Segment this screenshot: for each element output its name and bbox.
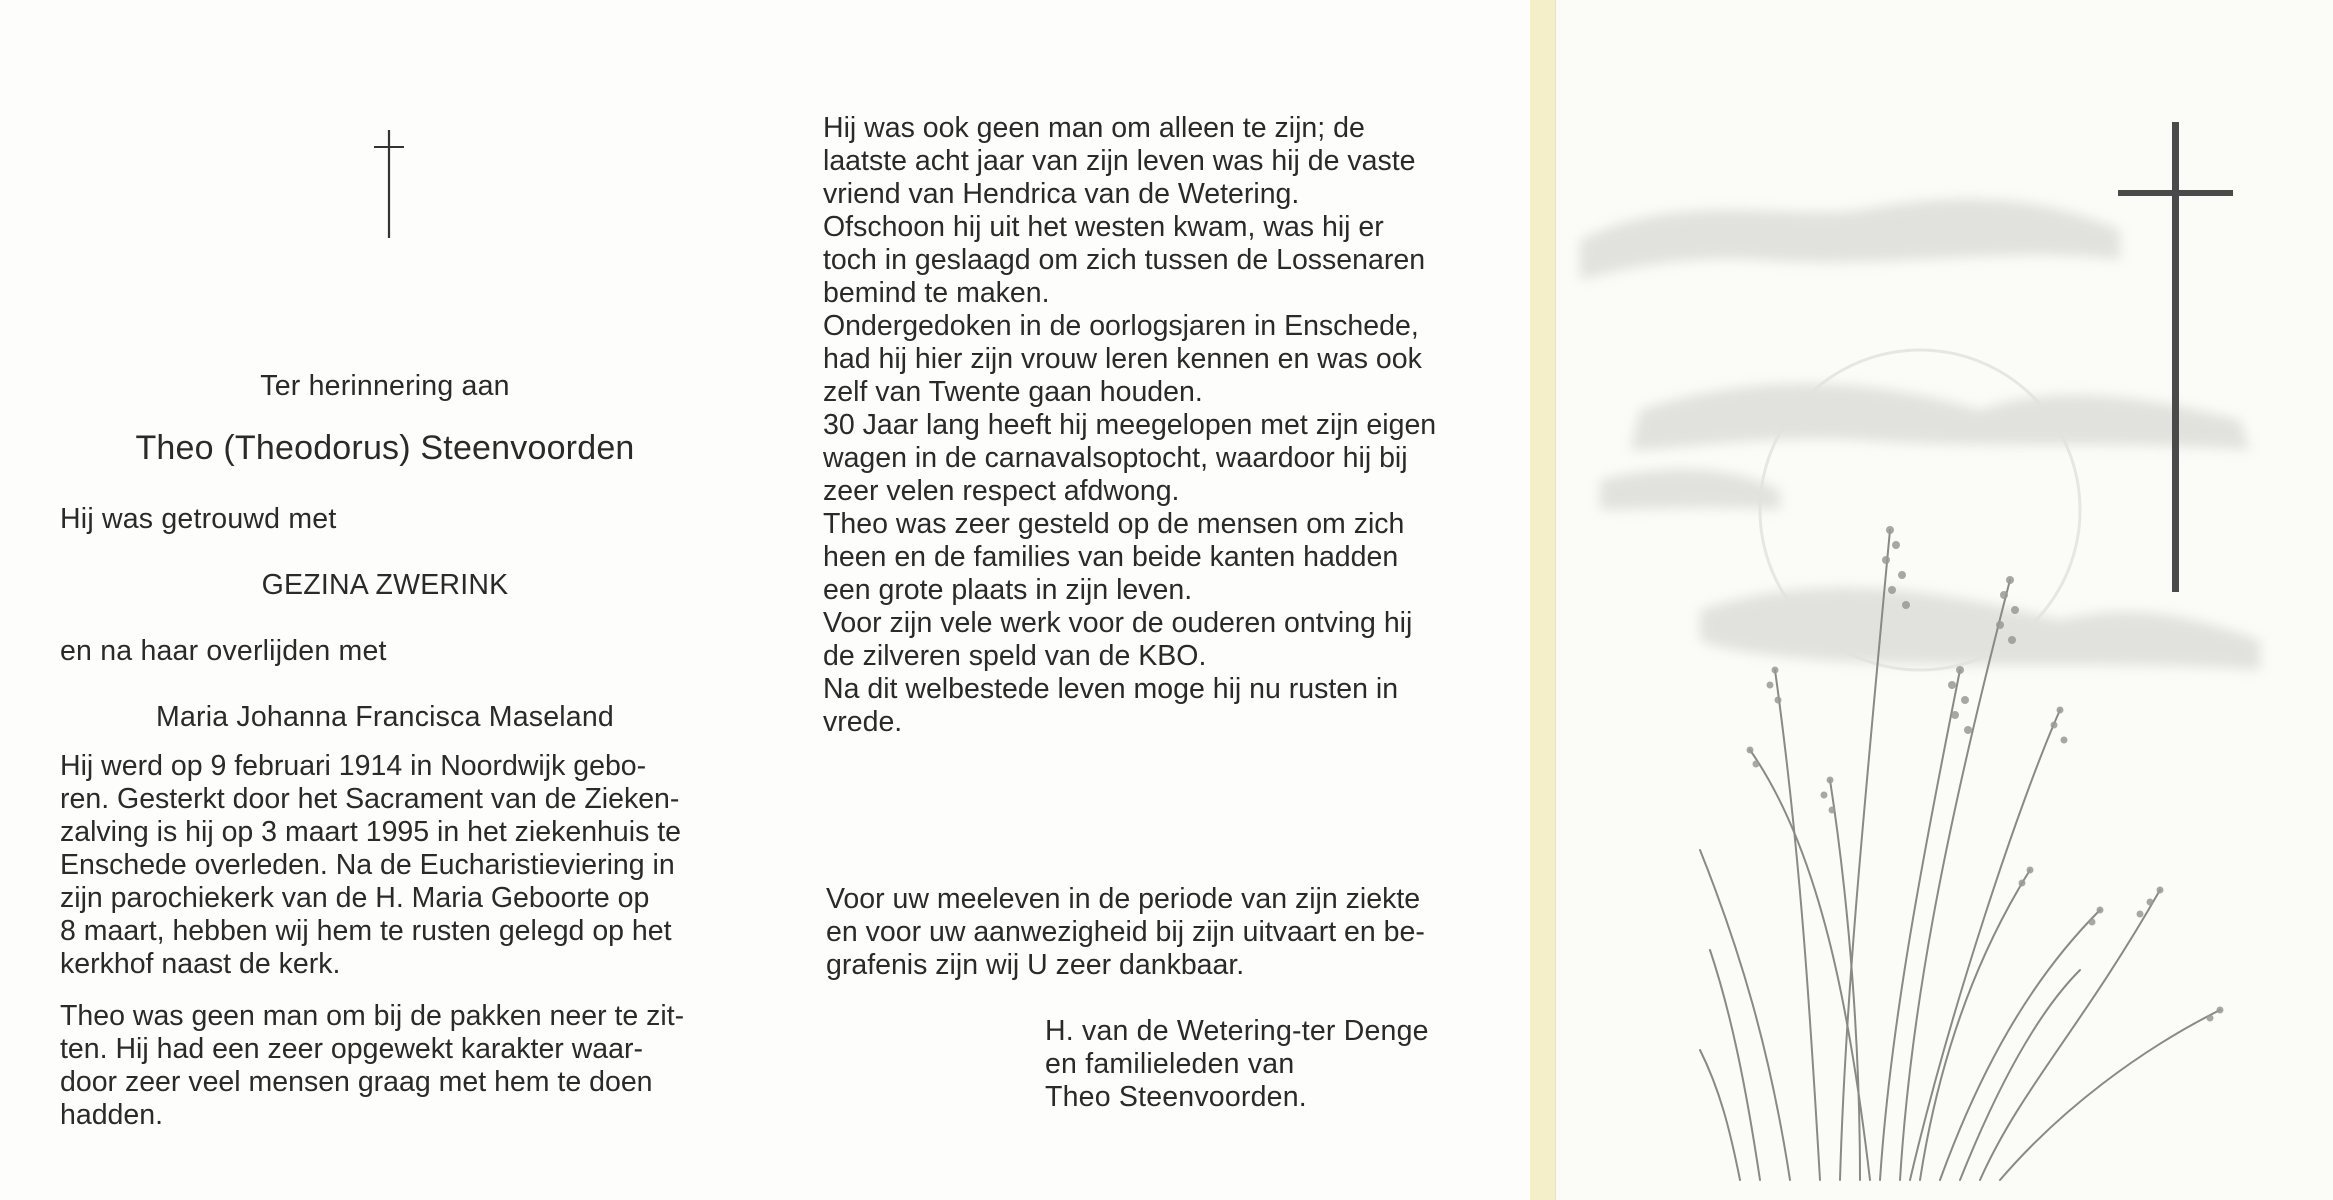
life-line: 30 Jaar lang heeft hij meegelopen met zijn eigen <box>823 409 1437 441</box>
life-line: vrede. <box>823 706 903 738</box>
life-line: bemind te maken. <box>823 277 1050 309</box>
life-line: Na dit welbestede leven moge hij nu rusten in <box>823 673 1399 705</box>
life-line: Ofschoon hij uit het westen kwam, was hij er <box>823 211 1384 243</box>
life-line: laatste acht jaar van zijn leven was hij de vaste <box>823 145 1416 177</box>
spouse-2: Maria Johanna Francisca Maseland <box>156 701 614 733</box>
signature-line: H. van de Wetering-ter Denge <box>1045 1015 1429 1047</box>
thanks-paragraph <box>826 883 1471 982</box>
life-line: vriend van Hendrica van de Wetering. <box>823 178 1300 210</box>
character-line: Theo was geen man om bij de pakken neer te zit- <box>60 1000 685 1032</box>
life-line: had hij hier zijn vrouw leren kennen en was ook <box>823 343 1422 375</box>
bio-line: zijn parochiekerk van de H. Maria Geboorte op <box>60 882 650 914</box>
life-line: wagen in de carnavalsoptocht, waardoor hij bij <box>823 442 1408 474</box>
bio-line: Enschede overleden. Na de Eucharistieviering in <box>60 849 675 881</box>
life-line: toch in geslaagd om zich tussen de Lossenaren <box>823 244 1426 276</box>
bio-line: kerkhof naast de kerk. <box>60 948 341 980</box>
married-line: Hij was getrouwd met <box>60 503 337 535</box>
life-line: Voor zijn vele werk voor de ouderen ontving hij <box>823 607 1413 639</box>
deceased-name: Theo (Theodorus) Steenvoorden <box>135 429 635 467</box>
character-line: door zeer veel mensen graag met hem te doen <box>60 1066 653 1098</box>
bio-line: 8 maart, hebben wij hem te rusten gelegd op het <box>60 915 672 947</box>
bio-line: zalving is hij op 3 maart 1995 in het ziekenhuis te <box>60 816 682 848</box>
signature-line: Theo Steenvoorden. <box>1045 1081 1307 1113</box>
biography-paragraph <box>60 750 710 981</box>
life-line: de zilveren speld van de KBO. <box>823 640 1207 672</box>
large-cross-icon <box>2118 122 2238 602</box>
bio-line: Hij werd op 9 februari 1914 in Noordwijk gebo- <box>60 750 647 782</box>
spouse-1: GEZINA ZWERINK <box>261 569 509 601</box>
small-cross-icon <box>372 130 406 240</box>
signature-block <box>1045 1015 1495 1114</box>
bio-line: ren. Gesterkt door het Sacrament van de Zieken- <box>60 783 680 815</box>
life-line: Theo was zeer gesteld op de mensen om zich <box>823 508 1405 540</box>
signature-line: en familieleden van <box>1045 1048 1295 1080</box>
thanks-line: en voor uw aanwezigheid bij zijn uitvaart en be- <box>826 916 1425 948</box>
life-line: zeer velen respect afdwong. <box>823 475 1180 507</box>
life-line: een grote plaats in zijn leven. <box>823 574 1193 606</box>
thanks-line: grafenis zijn wij U zeer dankbaar. <box>826 949 1245 981</box>
intro-text: Ter herinnering aan <box>260 370 510 402</box>
life-line: Ondergedoken in de oorlogsjaren in Enschede, <box>823 310 1419 342</box>
character-line: ten. Hij had een zeer opgewekt karakter waar- <box>60 1033 643 1065</box>
life-line: heen en de families van beide kanten hadden <box>823 541 1399 573</box>
life-line: zelf van Twente gaan houden. <box>823 376 1203 408</box>
character-paragraph <box>60 1000 710 1132</box>
page-gap <box>1530 0 1555 1200</box>
character-line: hadden. <box>60 1099 164 1131</box>
thanks-line: Voor uw meeleven in de periode van zijn ziekte <box>826 883 1421 915</box>
life-line: Hij was ook geen man om alleen te zijn; de <box>823 112 1365 144</box>
after-line: en na haar overlijden met <box>60 635 387 667</box>
life-paragraph <box>823 112 1468 739</box>
